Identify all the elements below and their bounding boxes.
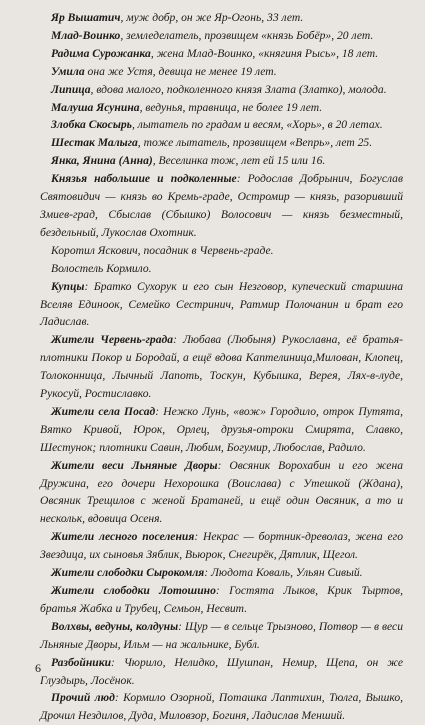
entry-heading: Злобка Скосырь <box>51 118 132 132</box>
entry-text: Волостель Кормило. <box>51 261 152 275</box>
page-number: 6 <box>35 661 41 675</box>
entry-heading: Умила <box>51 64 85 78</box>
character-entry <box>40 403 403 457</box>
entry-heading: Малуша Ясунина <box>51 100 140 114</box>
character-list <box>40 9 403 725</box>
entry-heading: Липица <box>51 82 91 96</box>
entry-text: , жена Млад-Воинко, «княгиня Рысь», 18 лет. <box>150 46 379 60</box>
character-entry <box>40 242 403 260</box>
entry-text: Коротил Яскович, посадник в Червень-граде. <box>51 243 274 257</box>
entry-heading: Жители лесного поселения <box>51 530 195 544</box>
entry-text: : Чюрило, Нелидко, Шушпан, Немир, Щепа, он же Глуздырь, Лосёнок. <box>40 655 403 687</box>
entry-text: : Людота Коваль, Ульян Сивый. <box>204 566 363 580</box>
entry-text: она же Устя, девица не менее 19 лет. <box>84 64 277 78</box>
entry-text: , земледелатель, прозвищем «князь Бобёр», 20 лет. <box>120 28 374 42</box>
entry-text: , тоже лытатель, прозвищем «Вепрь», лет 25. <box>137 136 373 150</box>
character-entry <box>40 134 403 152</box>
character-entry <box>40 170 403 242</box>
entry-heading: Разбойники <box>51 655 112 669</box>
entry-text: : Кормило Озорной, Поташка Лаптихин, Тюлга, Вышко, Дрочил Нездилов, Дуда, Миловзор, Богиня, Ладислав Менший. <box>40 691 404 723</box>
character-entry <box>40 528 403 564</box>
character-entry <box>40 81 403 99</box>
character-entry <box>40 27 403 45</box>
character-entry <box>40 331 403 403</box>
character-entry <box>40 116 403 134</box>
character-entry <box>40 9 403 27</box>
entry-heading: Жители слободки Сырокомля <box>51 566 205 580</box>
character-entry <box>40 278 403 332</box>
character-entry <box>40 689 403 725</box>
character-entry <box>40 45 403 63</box>
entry-heading: Яр Вышатич <box>51 11 121 24</box>
entry-text: , ведунья, травница, не более 19 лет. <box>139 100 323 114</box>
entry-text: , лытатель по градам и весям, «Хорь», в 20 летах. <box>131 118 383 132</box>
entry-heading: Жители села Посад <box>51 404 156 418</box>
entry-heading: Купцы <box>51 279 85 293</box>
character-entry <box>40 99 403 117</box>
entry-heading: Радима Сурожанка <box>51 46 151 60</box>
entry-heading: Млад-Воинко <box>51 28 121 42</box>
entry-text: , муж добр, он же Яр-Огонь, 33 лет. <box>120 11 304 24</box>
entry-text: : Родослав Добрынич, Богуслав Святовидич — князь во Кремь-граде, Остромир — князь, разоривший Змиев-град, Сбыслав (Сбышко) Волосович — князь безместный, бездельный, Лукослав Охотник. <box>40 172 403 239</box>
character-entry <box>40 618 403 654</box>
entry-heading: Шестак Малыга <box>51 136 138 150</box>
entry-heading: Янка, Янина (Анна) <box>51 154 153 168</box>
entry-heading: Прочий люд <box>51 691 115 705</box>
entry-text: : Овсяник Ворохабин и его жена Дружина, его дочери Нехорошка (Воислава) с Утешкой (Ждана), Овсяник Трещилов с женой Братаней, и ещё один Овсяник, а то и нескольк, вдовица Осеня. <box>40 458 403 526</box>
entry-heading: Князья набольшие и подколенные <box>51 172 237 186</box>
entry-heading: Жители веси Льняные Дворы <box>51 458 218 472</box>
entry-text: : Щур — в сельце Трызново, Потвор — в веси Льняные Дворы, Ильм — на жальнике, Бубл. <box>40 619 403 651</box>
character-entry <box>40 654 403 690</box>
entry-text: : Нежко Лунь, «вож» Городило, отрок Путята, Вятко Кривой, Юрок, Орлец, друзья-отроки Смирята, Славко, Шестунок; плотники Савин, Любим, Богумир, Любослав, Радило. <box>40 404 403 454</box>
character-entry <box>40 564 403 582</box>
character-entry <box>40 457 403 529</box>
entry-text: : Некрас — бортник-древолаз, жена его Звездица, их сыновья Зяблик, Вьюрок, Снегирёк, Дятлик, Щегол. <box>40 530 404 562</box>
entry-text: , вдова малого, подколенного князя Злата (Златко), молода. <box>90 82 387 96</box>
entry-text: , Веселинка тож, лет ей 15 или 16. <box>152 154 326 168</box>
character-entry <box>40 582 403 618</box>
entry-text: : Любава (Любыня) Рукославна, её братья-плотники Покор и Бородай, а ещё вдова Каптелиница,Милован, Клопец, Толоконница, Лычный Лапоть, Тоскун, Кубышка, Верея, Лях-в-луде, Рукосуй, Ростиславко. <box>40 333 403 401</box>
character-entry <box>40 152 403 170</box>
entry-text: : Братко Сухорук и его сын Незговор, купеческий старшина Вселяв Единоок, Семейко Сестринич, Ратмир Полочанин и брат его Ладислав. <box>40 279 403 329</box>
entry-heading: Жители слободки Лотошино <box>51 584 216 597</box>
character-entry <box>40 260 403 278</box>
character-entry <box>40 63 403 81</box>
entry-heading: Волхвы, ведуны, колдуны <box>51 619 179 633</box>
entry-text: : Гостята Лыков, Крик Тыртов, братья Жабка и Трубец, Семьон, Несвит. <box>40 584 403 615</box>
entry-heading: Жители Червень-града <box>51 333 174 347</box>
